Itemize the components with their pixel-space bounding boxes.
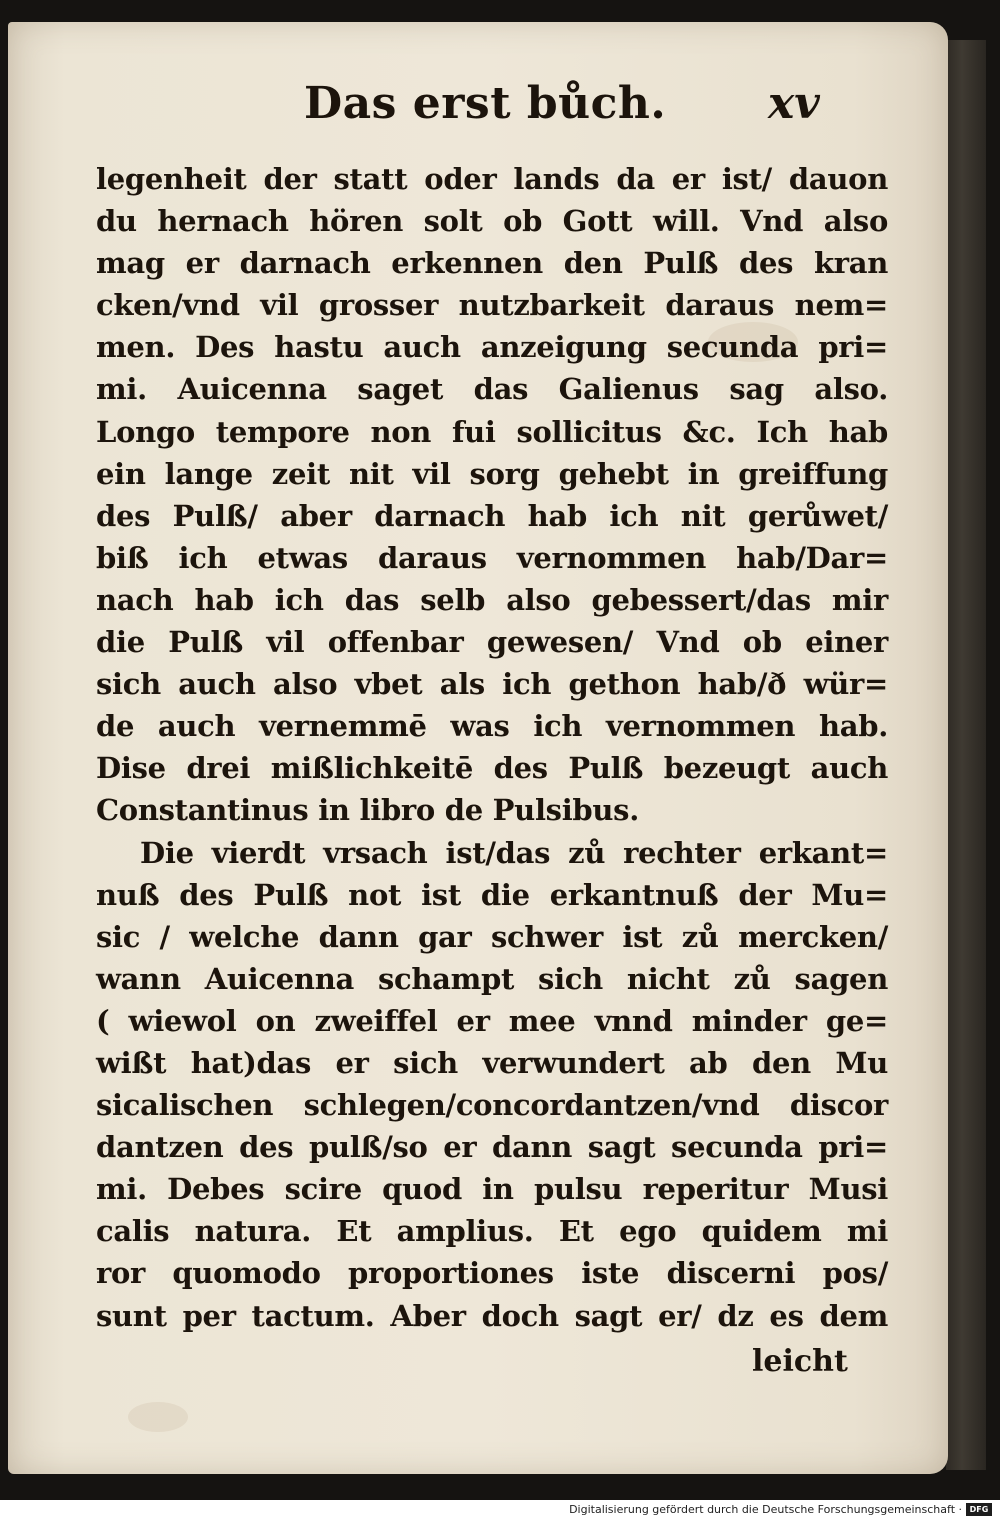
- text-line: ein lange zeit nit vil sorg gehebt in greiffung: [96, 456, 888, 491]
- text-line: men. Des hastu auch anzeigung secunda pri=: [96, 330, 888, 365]
- digitization-footer: [0, 1500, 1000, 1520]
- running-head-title: Das erst bůch.: [304, 78, 667, 129]
- text-line: mi. Debes scire quod in pulsu reperitur Musi: [96, 1172, 888, 1207]
- dfg-logo[interactable]: DFG: [966, 1503, 992, 1516]
- text-line: ror quomodo proportiones iste discerni pos/: [96, 1256, 888, 1291]
- paragraph-first-line: Die vierdt vrsach ist/das zů rechter erkant=: [140, 835, 888, 870]
- paper-stain: [128, 1402, 188, 1432]
- text-line: wann Auicenna schampt sich nicht zů sagen: [96, 961, 888, 996]
- text-line: calis natura. Et amplius. Et ego quidem mi: [96, 1214, 888, 1249]
- text-line: mi. Auicenna saget das Galienus sag also.: [96, 372, 888, 407]
- text-line: Longo tempore non fui sollicitus &c. Ich hab: [96, 414, 888, 449]
- text-line: sunt per tactum. Aber doch sagt er/ dz es dem: [96, 1298, 888, 1333]
- text-line: sic / welche dann gar schwer ist zů mercken/: [96, 919, 888, 954]
- text-line: nuß des Pulß not ist die erkantnuß der Mu=: [96, 877, 888, 912]
- text-line: Constantinus in libro de Pulsibus.: [96, 793, 639, 828]
- facing-page-edge: [946, 40, 986, 1470]
- text-line: nach hab ich das selb also gebessert/das mir: [96, 582, 888, 617]
- text-line: cken/vnd vil grosser nutzbarkeit daraus nem=: [96, 288, 888, 323]
- text-line: sicalischen schlegen/concordantzen/vnd discor: [96, 1088, 888, 1123]
- running-head: [300, 78, 840, 138]
- text-line: Dise drei mißlichkeitē des Pulß bezeugt auch: [96, 751, 888, 786]
- text-line: de auch vernemmē was ich vernommen hab.: [96, 709, 888, 744]
- body-text: [96, 158, 888, 1337]
- catchword: leicht: [752, 1344, 848, 1379]
- folio-number: xv: [768, 78, 820, 129]
- text-line: legenheit der statt oder lands da er ist/ dauon: [96, 162, 888, 196]
- text-line: die Pulß vil offenbar gewesen/ Vnd ob einer: [96, 625, 888, 660]
- text-line: mag er darnach erkennen den Pulß des kran: [96, 246, 888, 281]
- funding-credit: Digitalisierung gefördert durch die Deutsche Forschungsgemeinschaft ·: [569, 1503, 962, 1516]
- text-line: biß ich etwas daraus vernommen hab/Dar=: [96, 540, 888, 575]
- text-line: du hernach hören solt ob Gott will. Vnd also: [96, 204, 888, 239]
- text-line: des Pulß/ aber darnach hab ich nit gerůwet/: [96, 498, 888, 533]
- text-line: dantzen des pulß/so er dann sagt secunda pri=: [96, 1130, 888, 1165]
- text-line: ( wiewol on zweiffel er mee vnnd minder ge=: [96, 1003, 888, 1038]
- text-line: sich auch also vbet als ich gethon hab/ð wür=: [96, 667, 888, 702]
- text-line: wißt hat)das er sich verwundert ab den Mu: [96, 1045, 888, 1080]
